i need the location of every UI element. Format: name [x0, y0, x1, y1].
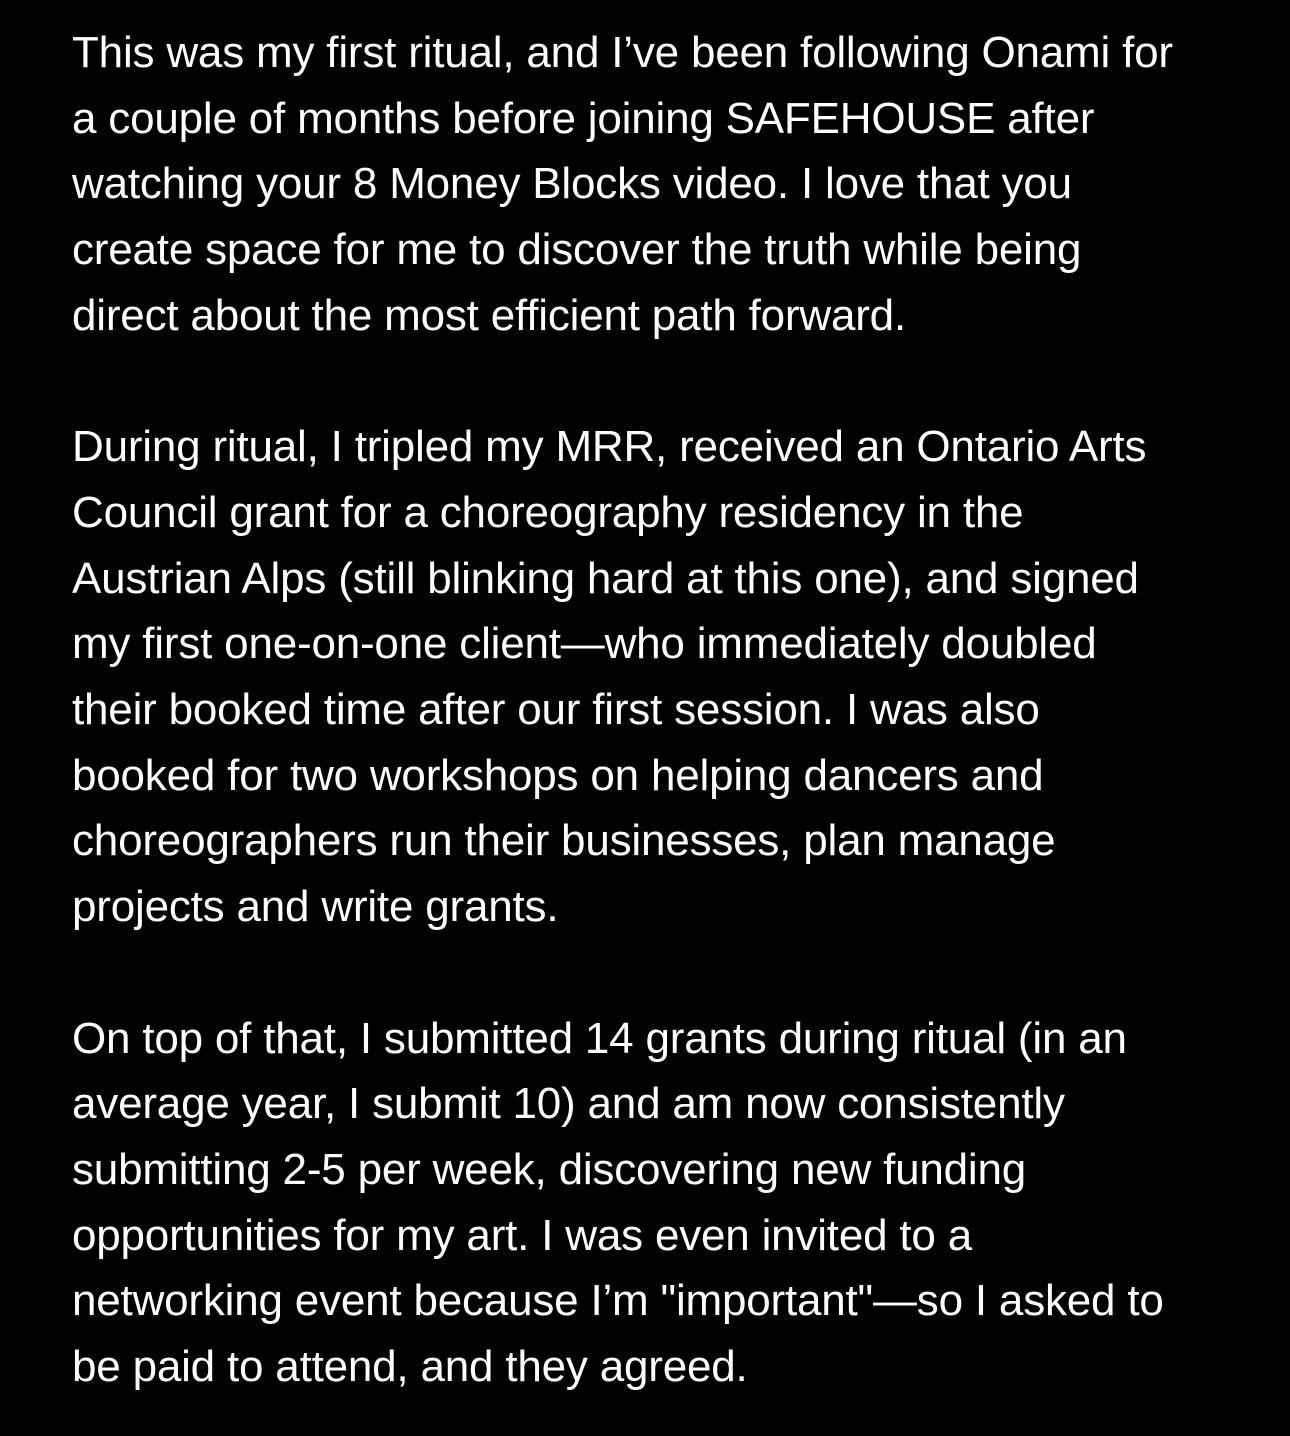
paragraph-1: [72, 20, 1230, 349]
text-line: booked for two workshops on helping dancers and: [72, 750, 1044, 800]
text-line: Council grant for a choreography residency in the: [72, 487, 1024, 537]
text-line: my first one-on-one client—who immediately doubled: [72, 619, 1097, 669]
text-line: opportunities for my art. I was even invited to a: [72, 1210, 972, 1260]
text-line: networking event because I’m "important"—so I asked to: [72, 1276, 1164, 1326]
text-line: projects and write grants.: [72, 882, 559, 932]
text-line: be paid to attend, and they agreed.: [72, 1342, 748, 1392]
text-line: create space for me to discover the truth while being: [72, 225, 1082, 275]
text-line: a couple of months before joining SAFEHOUSE after: [72, 93, 1095, 143]
text-line: average year, I submit 10) and am now consistently: [72, 1079, 1065, 1129]
text-line: direct about the most efficient path forward.: [72, 290, 906, 340]
paragraph-2: [72, 414, 1230, 940]
paragraph-3: [72, 1006, 1230, 1400]
text-line: submitting 2-5 per week, discovering new funding: [72, 1144, 1027, 1194]
text-line: This was my first ritual, and I’ve been following Onami for: [72, 28, 1173, 77]
text-line: On top of that, I submitted 14 grants during ritual (in an: [72, 1013, 1127, 1063]
text-line: their booked time after our first session. I was also: [72, 685, 1040, 735]
text-line: Austrian Alps (still blinking hard at this one), and signed: [72, 553, 1139, 603]
text-line: During ritual, I tripled my MRR, received an Ontario Arts: [72, 422, 1147, 472]
testimonial-text: [72, 20, 1230, 1400]
text-line: choreographers run their businesses, plan manage: [72, 816, 1056, 866]
text-line: watching your 8 Money Blocks video. I love that you: [72, 159, 1072, 209]
